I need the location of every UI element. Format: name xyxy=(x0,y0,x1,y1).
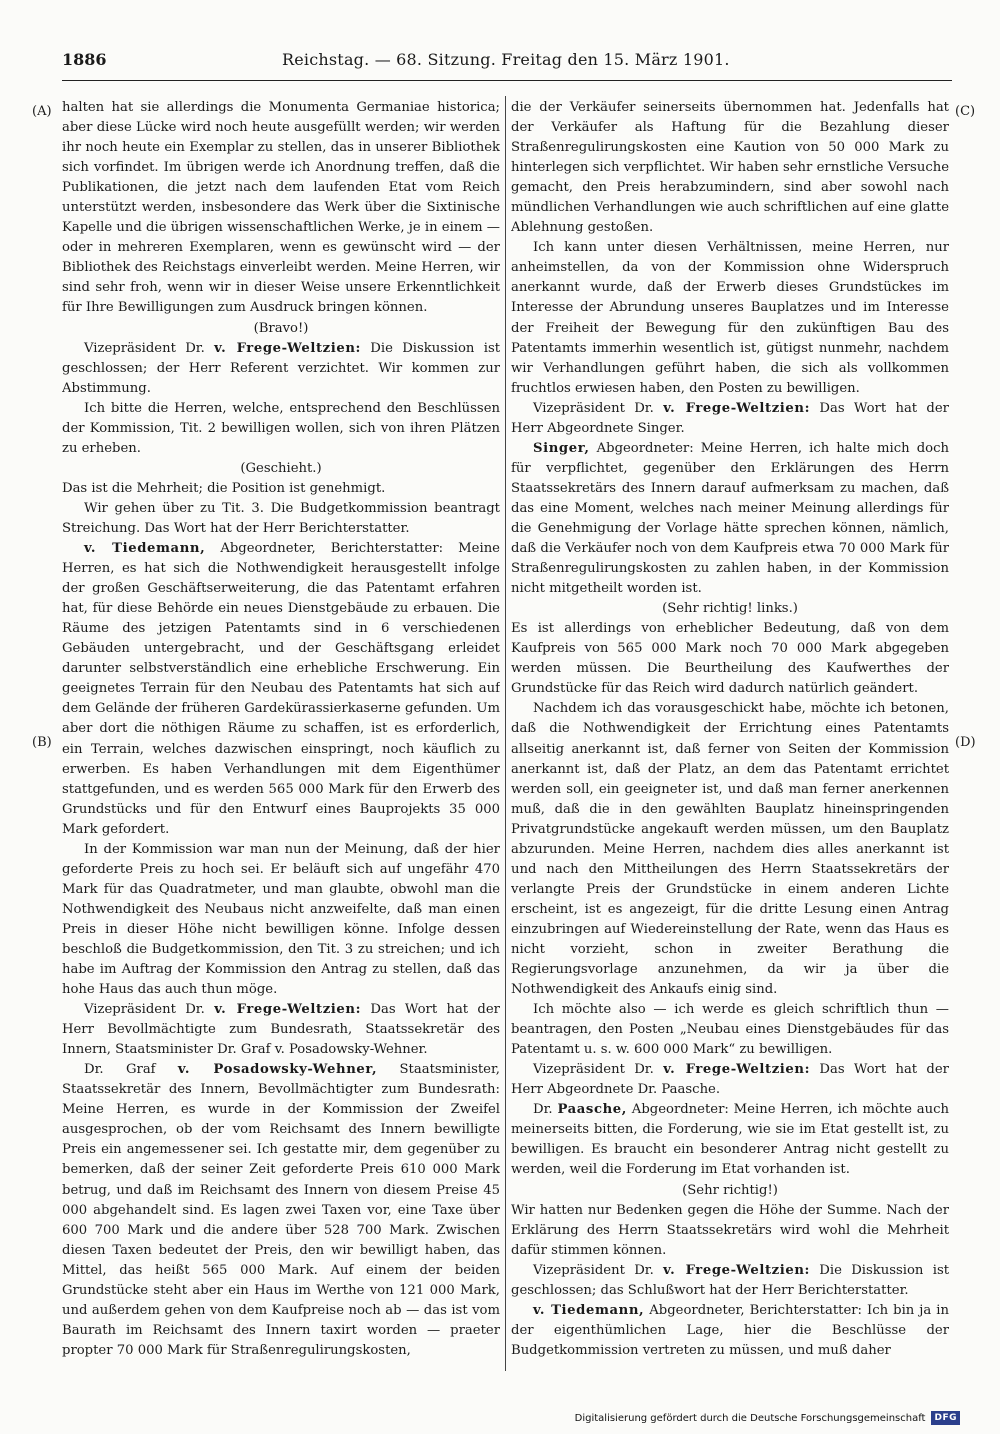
speaker-name: Singer, xyxy=(533,440,590,456)
speech-text: Abgeordneter: Meine Herren, ich möchte auch meinerseits bitten, die Forderung, wie sie im Etat gestellt ist, zu bewilligen. Es braucht ein besonderer Antrag nicht gestellt zu werden, weil die Forderung im Etat vorhanden ist. xyxy=(511,1102,949,1178)
right-column-paragraph: Wir hatten nur Bedenken gegen die Höhe der Summe. Nach der Erklärung des Herrn Staatssekretärs wird wohl die Mehrheit dafür stimmen können. xyxy=(511,1202,949,1258)
speech-text: Abgeordneter, Berichterstatter: Meine Herren, es hat sich die Nothwendigkeit herausgestellt infolge der großen Geschäftserweiterung, die das Patentamt erfahren hat, für diese Behörde ein neues Dienstgebäude zu erbauen. Die Räume des jetzigen Patentamts sind in 6 verschiedenen Gebäuden untergebracht, und der Geschäftsgang erleidet darunter selbstverständlich eine erhebliche Erschwerung. Ein geeignetes Terrain für den Neubau des Patentamts hat sich auf dem Gelände der früheren Gardekürassierkaserne gefunden. Um aber dort die nöthigen Räume zu schaffen, ist es erforderlich, ein Terrain, welches dazwischen einspringt, noch käuflich zu erwerben. Es haben Verhandlungen mit dem Eigenthümer stattgefunden, und es werden 565 000 Mark für den Erwerb des Grundstücks und für den Entwurf eines Bauprojekts 35 000 Mark gefordert. xyxy=(62,541,500,837)
right-column-interjection: (Sehr richtig!) xyxy=(682,1182,778,1198)
right-column-speech xyxy=(511,399,949,439)
left-column-paragraph: In der Kommission war man nun der Meinung, daß der hier geforderte Preis zu hoch sei. Er beläuft sich auf ungefähr 470 Mark für das Quadratmeter, und man glaubte, obwohl man die Nothwendigkeit des Neubaus nicht anzweifelte, daß man einen Preis in dieser Höhe nicht bewilligen könne. Infolge dessen beschloß die Budgetkommission, den Tit. 3 zu streichen; und ich habe im Auftrag der Kommission den Antrag zu stellen, daß das hohe Haus das auch thun möge. xyxy=(62,841,500,998)
speech-text: Die Diskussion ist geschlossen; der Herr Referent verzichtet. Wir kommen zur Abstimmung. xyxy=(62,340,500,396)
left-column-speech xyxy=(62,1000,500,1060)
speaker-name: v. Frege-Weltzien: xyxy=(663,1262,810,1278)
speaker-name: v. Frege-Weltzien: xyxy=(663,1062,811,1078)
margin-mark-d: (D) xyxy=(955,735,976,750)
speaker-name: v. Tiedemann, xyxy=(84,541,206,557)
speech-text: Das Wort hat der Herr Abgeordnete Dr. Paasche. xyxy=(511,1062,949,1098)
speaker-name: v. Frege-Weltzien: xyxy=(214,1002,362,1018)
left-column-speech xyxy=(62,339,500,399)
right-column-paragraph: Ich möchte also — ich werde es gleich schriftlich thun — beantragen, den Posten „Neubau eines Dienstgebäudes für das Patentamt u. s. w. 600 000 Mark“ zu bewilligen. xyxy=(511,1002,949,1058)
footer-credit: Digitalisierung gefördert durch die Deutsche Forschungsgemeinschaft xyxy=(574,1412,926,1424)
right-column-speech xyxy=(511,1060,949,1100)
running-head: Reichstag. — 68. Sitzung. Freitag den 15. März 1901. xyxy=(282,50,730,69)
right-column-paragraph: Ich kann unter diesen Verhältnissen, meine Herren, nur anheimstellen, da von der Kommission ohne Widerspruch anerkannt wurde, daß der Erwerb dieses Grundstückes im Interesse der Abrundung unseres Bauplatzes und im Interesse der Freiheit der Bewegung für den zukünftigen Bau des Patentamts immerhin wesentlich ist, gütigst nunmehr, nachdem wir Verhandlungen geführt haben, die sich als vollkommen fruchtlos erwiesen haben, den Posten zu bewilligen. xyxy=(511,240,949,396)
left-column-interjection: (Geschieht.) xyxy=(240,460,322,476)
margin-mark-c: (C) xyxy=(955,104,976,119)
left-column-paragraph: halten hat sie allerdings die Monumenta Germaniae historica; aber diese Lücke wird noch heute ausgefüllt werden; wir werden ihr noch heute ein Exemplar zu stellen, das in unserer Bibliothek sich vorfindet. Im übrigen werde ich Anordnung treffen, daß die Publikationen, die jetzt nach dem laufenden Etat vom Reich unterstützt werden, insbesondere das Werk über die Sixtinische Kapelle und die übrigen wissenschaftlichen Werke, je in einem — oder in mehreren Exemplaren, wenn es gewünscht wird — der Bibliothek des Reichstags einverleibt werden. Meine Herren, wir sind sehr froh, wenn wir in dieser Weise unsere Erkenntlichkeit für Ihre Bewilligungen zum Ausdruck bringen können. xyxy=(62,100,500,316)
speaker-title: Dr. Graf xyxy=(84,1062,178,1078)
left-column-paragraph: Ich bitte die Herren, welche, entsprechend den Beschlüssen der Kommission, Tit. 2 bewilligen wollen, sich von ihren Plätzen zu erheben. xyxy=(62,400,500,456)
left-column-paragraph: Das ist die Mehrheit; die Position ist genehmigt. xyxy=(62,480,386,496)
right-column-interjection: (Sehr richtig! links.) xyxy=(662,601,798,617)
speech-text: Staatsminister, Staatssekretär des Innern, Bevollmächtigter zum Bundesrath: Meine Herren, es wurde in der Kommission der Zweifel ausgesprochen, ob der vom Reichsamt des Innern bewilligte Preis ein angemessener sei. Ich gestatte mir, dem gegenüber zu bemerken, daß der seiner Zeit geforderte Preis 610 000 Mark betrug, und daß im Reichsamt des Innern von diesem Preise 45 000 abgehandelt sind. Es lagen zwei Taxen vor, eine Taxe über 600 700 Mark und die andere über 528 700 Mark. Zwischen diesen Taxen bedeutet der Preis, den wir bewilligt haben, das Mittel, das heißt 565 000 Mark. Auf einem der beiden Grundstücke steht aber ein Haus im Werthe von 121 000 Mark, und außerdem gehen von dem Kaufpreise noch ab — das ist vom Baurath im Reichsamt des Innern taxirt worden — praeter propter 70 000 Mark für Straßenregulirungskosten, xyxy=(62,1062,500,1358)
margin-mark-a: (A) xyxy=(32,104,52,119)
left-column xyxy=(62,98,500,1368)
speaker-title: Dr. xyxy=(533,1102,558,1118)
speaker-title: Vizepräsident Dr. xyxy=(533,1262,664,1278)
speaker-title: Vizepräsident Dr. xyxy=(533,1062,664,1078)
speaker-name: v. Frege-Weltzien: xyxy=(663,400,811,416)
dfg-logo: DFG xyxy=(931,1411,960,1425)
speaker-name: Paasche, xyxy=(557,1102,627,1118)
right-column-speech xyxy=(511,439,949,599)
left-column-interjection: (Bravo!) xyxy=(253,320,309,336)
right-column-speech xyxy=(511,1301,949,1361)
speech-text: Das Wort hat der Herr Abgeordnete Singer. xyxy=(511,400,949,436)
left-column-speech xyxy=(62,1060,500,1361)
margin-mark-b: (B) xyxy=(32,735,52,750)
page-number: 1886 xyxy=(62,50,107,69)
speaker-title: Vizepräsident Dr. xyxy=(84,340,215,356)
right-column-speech xyxy=(511,1261,949,1301)
left-column-paragraph: Wir gehen über zu Tit. 3. Die Budgetkommission beantragt Streichung. Das Wort hat der Herr Berichterstatter. xyxy=(62,500,500,536)
column-divider xyxy=(505,96,506,1371)
speaker-title: Vizepräsident Dr. xyxy=(84,1002,215,1018)
right-column-paragraph: Es ist allerdings von erheblicher Bedeutung, daß von dem Kaufpreis von 565 000 Mark noch 70 000 Mark abgegeben werden müssen. Die Beurtheilung des Kaufwerthes der Grundstücke für das Reich wird dadurch natürlich geändert. xyxy=(511,621,949,697)
page-footer xyxy=(575,1411,960,1425)
right-column-paragraph: die der Verkäufer seinerseits übernommen hat. Jedenfalls hat der Verkäufer als Haftung für die Bezahlung dieser Straßenregulirungskosten eine Kaution von 50 000 Mark zu hinterlegen sich verpflichtet. Wir haben sehr ernstliche Versuche gemacht, den Preis herabzumindern, sind aber sowohl nach mündlichen Verhandlungen wie auch schriftlichen auf eine glatte Ablehnung gestoßen. xyxy=(511,100,949,236)
speech-text: Abgeordneter: Meine Herren, ich halte mich doch für verpflichtet, gegenüber den Erklärungen des Herrn Staatssekretärs des Innern darauf aufmerksam zu machen, daß das eine Moment, welches nach meiner Meinung allerdings für die Genehmigung der Vorlage hätte sprechen können, nämlich, daß die Verkäufer noch von dem Kaufpreis etwa 70 000 Mark für Straßenregulirungskosten zu zahlen haben, in der Kommission nicht mitgetheilt worden ist. xyxy=(511,440,949,597)
speaker-title: Vizepräsident Dr. xyxy=(533,400,664,416)
speech-text: Die Diskussion ist geschlossen; das Schlußwort hat der Herr Berichterstatter. xyxy=(511,1262,949,1298)
speaker-name: v. Posadowsky-Wehner, xyxy=(177,1062,378,1078)
page-header xyxy=(62,50,952,80)
header-rule xyxy=(62,80,952,81)
speaker-name: v. Tiedemann, xyxy=(533,1302,645,1318)
right-column xyxy=(511,98,949,1368)
right-column-paragraph: Nachdem ich das vorausgeschickt habe, möchte ich betonen, daß die Nothwendigkeit der Errichtung eines Patentamts allseitig anerkannt ist, daß ferner von Seiten der Kommission anerkannt ist, daß der Platz, an dem das Patentamt errichtet werden soll, ein geeigneter ist, und daß man ferner anerkennen muß, daß die in den gewählten Bauplatz hineinspringenden Privatgrundstücke angekauft werden müssen, um den Bauplatz abzurunden. Meine Herren, nachdem dies alles anerkannt ist und nach den Mittheilungen des Herrn Staatssekretärs der verlangte Preis der Grundstücke in einem anderen Lichte erscheint, ist es angezeigt, für die dritte Lesung einen Antrag einzubringen auf Wiedereinstellung der Rate, wenn das Haus es nicht vorzieht, schon in zweiter Berathung die Regierungsvorlage anzunehmen, da wir ja über die Nothwendigkeit des Ankaufs einig sind. xyxy=(511,701,949,998)
speech-text: Das Wort hat der Herr Bevollmächtigte zum Bundesrath, Staatssekretär des Innern, Staatsminister Dr. Graf v. Posadowsky-Wehner. xyxy=(62,1002,500,1058)
speaker-name: v. Frege-Weltzien: xyxy=(214,340,361,356)
speech-text: Abgeordneter, Berichterstatter: Ich bin ja in der eigenthümlichen Lage, hier die Beschlüsse der Budgetkommission vertreten zu müssen, und muß daher xyxy=(511,1302,949,1358)
left-column-speech xyxy=(62,539,500,840)
right-column-speech xyxy=(511,1100,949,1180)
